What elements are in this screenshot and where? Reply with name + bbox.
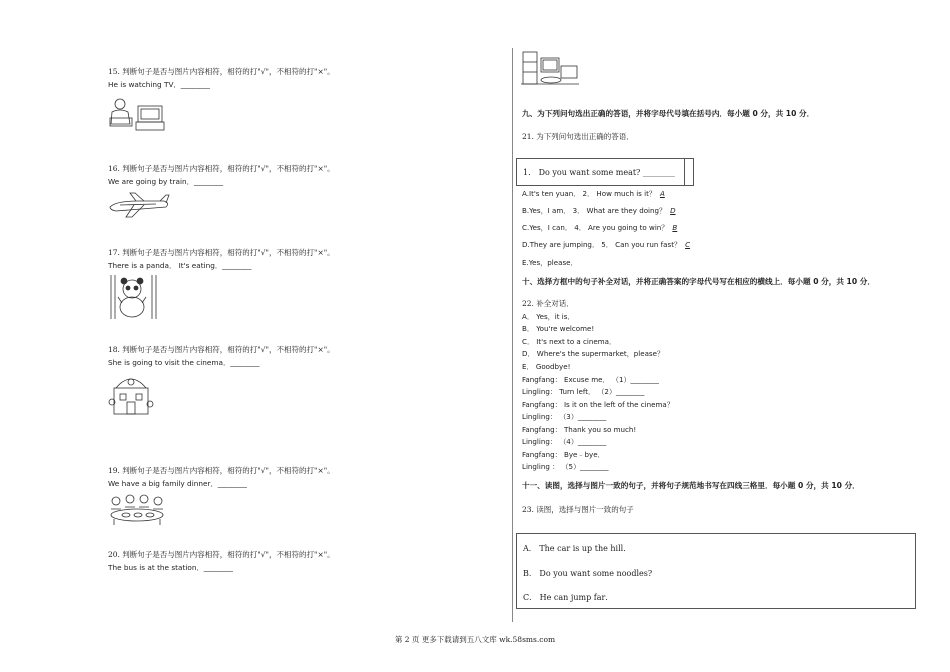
question-23-box xyxy=(516,533,916,609)
question-16 xyxy=(108,164,335,223)
question-21-question: 1． Do you want some meat? ________ xyxy=(523,168,675,177)
question-21-box xyxy=(516,158,694,186)
airplane-icon xyxy=(108,191,172,219)
option-c: C． It's next to a cinema． xyxy=(522,337,617,346)
question-sentence: We are going by train．________ xyxy=(108,177,224,186)
question-sentence: There is a panda． It's eating．________ xyxy=(108,261,252,270)
question-17 xyxy=(108,248,335,323)
question-15 xyxy=(108,67,335,136)
answer-line-c: C.Yes，I can． 4． Are you going to win？ B xyxy=(522,223,678,232)
tv-watching-icon xyxy=(108,94,170,132)
question-20 xyxy=(108,550,335,573)
answer-line-e: E.Yes，please． xyxy=(522,258,578,267)
column-divider xyxy=(512,48,513,622)
question-sentence: The bus is at the station．________ xyxy=(108,563,233,572)
dialogue-line: Lingling ： （5）________ xyxy=(522,462,609,471)
dialogue-line: Lingling： Turn left． （2）________ xyxy=(522,387,645,396)
choice-a: A． The car is up the hill． xyxy=(523,544,632,553)
option-e: E． Goodbye! xyxy=(522,362,571,371)
filled-answer: A xyxy=(659,189,665,198)
question-19 xyxy=(108,466,335,529)
section-11-title: 十一、读图，选择与图片一致的句子，并将句子规范地书写在四线三格里．每小题 0 分，共 10 分． xyxy=(522,481,860,490)
answer-line-d: D.They are jumping． 5． Can you run fast？ C xyxy=(522,240,691,249)
answer-line-a: A.It's ten yuan． 2． How much is it？ A xyxy=(522,189,665,198)
page-footer: 第 2 页 更多下载请到五八文库 wk.58sms.com xyxy=(394,635,556,644)
choice-c: C． He can jump far． xyxy=(523,593,614,602)
question-21-prompt: 21. 为下列问句选出正确的答语． xyxy=(522,132,634,141)
question-22-prompt: 22. 补全对话． xyxy=(522,299,574,308)
building-icon xyxy=(108,372,154,416)
dialogue-line: Lingling： （4）________ xyxy=(522,437,607,446)
question-prompt: 20. 判断句子是否与图片内容相符，相符的打"√"，不相符的打"×"。 xyxy=(108,550,335,559)
box-divider xyxy=(684,159,685,185)
panda-icon xyxy=(108,275,160,319)
option-a: A． Yes，it is． xyxy=(522,312,575,321)
section-10-title: 十、选择方框中的句子补全对话，并将正确答案的字母代号写在相应的横线上．每小题 0 分，共 10 分． xyxy=(522,277,875,286)
question-prompt: 15. 判断句子是否与图片内容相符，相符的打"√"，不相符的打"×"。 xyxy=(108,67,335,76)
filled-answer: D xyxy=(670,206,676,215)
dialogue-line: Fangfang： Thank you so much! xyxy=(522,425,637,434)
question-prompt: 18. 判断句子是否与图片内容相符，相符的打"√"，不相符的打"×"。 xyxy=(108,345,335,354)
question-prompt: 16. 判断句子是否与图片内容相符，相符的打"√"，不相符的打"×"。 xyxy=(108,164,335,173)
family-dinner-icon xyxy=(108,493,166,525)
question-sentence: He is watching TV．________ xyxy=(108,80,210,89)
question-prompt: 17. 判断句子是否与图片内容相符，相符的打"√"，不相符的打"×"。 xyxy=(108,248,335,257)
answer-line-b: B.Yes，I am． 3． What are they doing？ D xyxy=(522,206,676,215)
option-d: D． Where's the supermarket，please？ xyxy=(522,349,665,358)
dialogue-line: Fangfang： Excuse me． （1）________ xyxy=(522,375,659,384)
dialogue-line: Fangfang： Is it on the left of the cinema？ xyxy=(522,400,674,409)
filled-answer: B xyxy=(672,223,678,232)
question-18 xyxy=(108,345,335,420)
question-prompt: 19. 判断句子是否与图片内容相符，相符的打"√"，不相符的打"×"。 xyxy=(108,466,335,475)
section-9-title: 九、为下列问句选出正确的答语，并将字母代号填在括号内．每小题 0 分，共 10 分． xyxy=(522,109,815,118)
question-sentence: She is going to visit the cinema．________ xyxy=(108,358,260,367)
question-23-prompt: 23. 读图，选择与图片一致的句子 xyxy=(522,505,634,514)
option-b: B． You're welcome! xyxy=(522,324,595,333)
room-picture-icon xyxy=(521,48,579,86)
dialogue-line: Lingling： （3）________ xyxy=(522,412,607,421)
question-sentence: We have a big family dinner．________ xyxy=(108,479,247,488)
choice-b: B． Do you want some noodles? xyxy=(523,569,653,578)
dialogue-line: Fangfang： Bye﹣bye． xyxy=(522,450,605,459)
filled-answer: C xyxy=(685,240,691,249)
